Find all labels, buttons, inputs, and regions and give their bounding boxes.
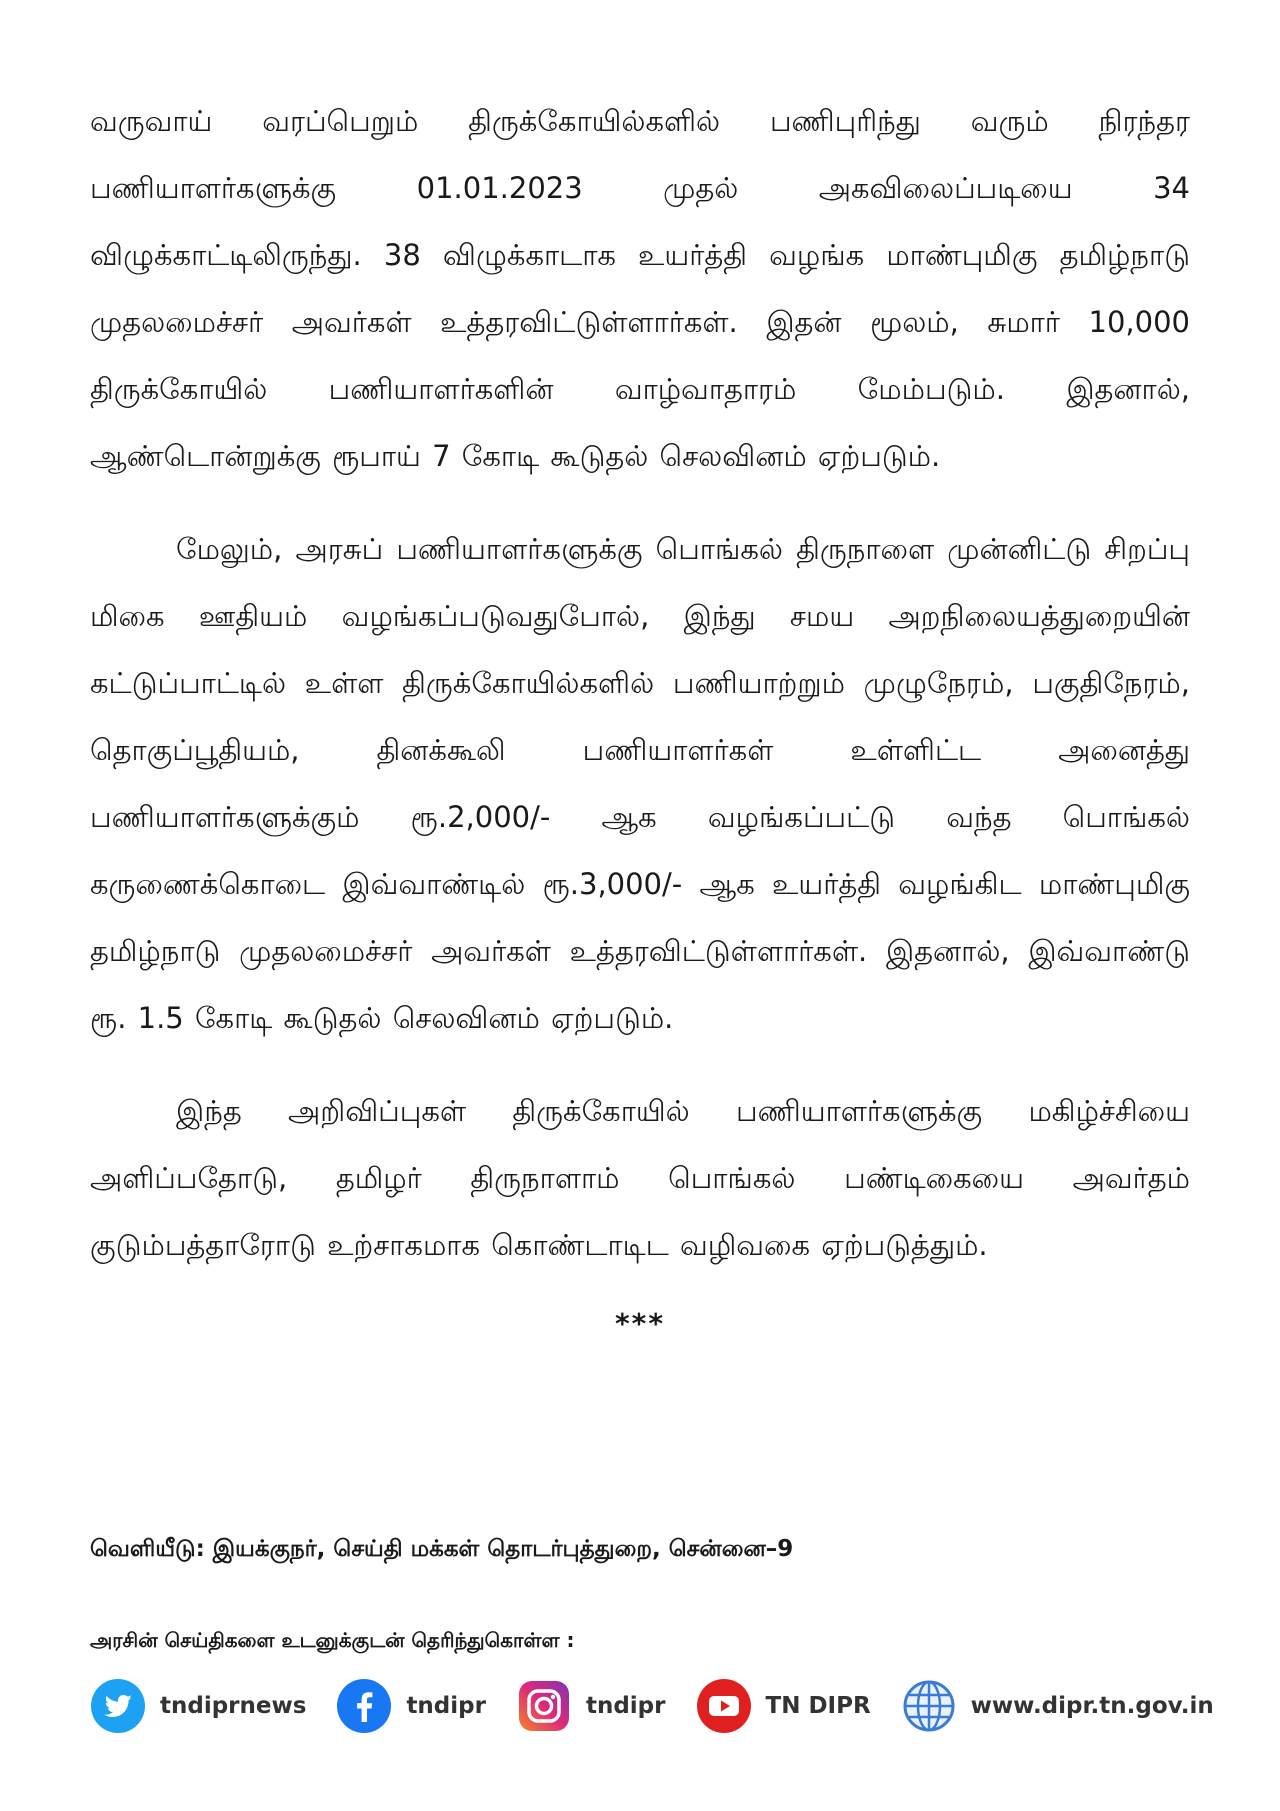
facebook-icon <box>336 1678 392 1734</box>
youtube-icon <box>696 1678 752 1734</box>
social-twitter[interactable] <box>90 1678 306 1734</box>
instagram-icon <box>516 1678 572 1734</box>
paragraph-da-hike: வருவாய் வரப்பெறும் திருக்கோயில்களில் பணிபுரிந்து வரும் நிரந்தர பணியாளர்களுக்கு 01.01.2023 முதல் அகவிலைப்படியை 34 விழுக்காட்டிலிருந்து. 38 விழுக்காடாக உயர்த்தி வழங்க மாண்புமிகு தமிழ்நாடு முதலமைச்சர் அவர்கள் உத்தரவிட்டுள்ளார்கள். இதன் மூலம், சுமார் 10,000 திருக்கோயில் பணியாளர்களின் வாழ்வாதாரம் மேம்படும். இதனால், ஆண்டொன்றுக்கு ரூபாய் 7 கோடி கூடுதல் செலவினம் ஏற்படும். <box>90 104 1190 473</box>
social-facebook[interactable] <box>336 1678 486 1734</box>
social-instagram[interactable] <box>516 1678 666 1734</box>
social-youtube[interactable] <box>696 1678 871 1734</box>
social-links <box>90 1678 1214 1734</box>
separator-stars: *** <box>615 1307 665 1340</box>
release-line: வெளியீடு: இயக்குநர், செய்தி மக்கள் தொடர்புத்துறை, சென்னை–9 <box>90 1536 794 1562</box>
follow-line: அரசின் செய்திகளை உடனுக்குடன் தெரிந்துகொள்ள : <box>90 1628 575 1652</box>
document-body <box>90 88 1190 1340</box>
social-website[interactable] <box>901 1678 1214 1734</box>
website-url: www.dipr.tn.gov.in <box>970 1693 1214 1719</box>
youtube-handle: TN DIPR <box>765 1693 871 1719</box>
twitter-handle: tndiprnews <box>160 1693 307 1719</box>
facebook-handle: tndipr <box>406 1693 486 1719</box>
globe-icon <box>901 1678 957 1734</box>
instagram-handle: tndipr <box>585 1693 666 1719</box>
paragraph-pongal-bonus: மேலும், அரசுப் பணியாளர்களுக்கு பொங்கல் திருநாளை முன்னிட்டு சிறப்பு மிகை ஊதியம் வழங்கப்படுவதுபோல், இந்து சமய அறநிலையத்துறையின் கட்டுப்பாட்டில் உள்ள திருக்கோயில்களில் பணியாற்றும் முழுநேரம், பகுதிநேரம், தொகுப்பூதியம், தினக்கூலி பணியாளர்கள் உள்ளிட்ட அனைத்து பணியாளர்களுக்கும் ரூ.2,000/- ஆக வழங்கப்பட்டு வந்த பொங்கல் கருணைக்கொடை இவ்வாண்டில் ரூ.3,000/- ஆக உயர்த்தி வழங்கிட மாண்புமிகு தமிழ்நாடு முதலமைச்சர் அவர்கள் உத்தரவிட்டுள்ளார்கள். இதனால், இவ்வாண்டு ரூ. 1.5 கோடி கூடுதல் செலவினம் ஏற்படும். <box>90 532 1190 1035</box>
paragraph-conclusion: இந்த அறிவிப்புகள் திருக்கோயில் பணியாளர்களுக்கு மகிழ்ச்சியை அளிப்பதோடு, தமிழர் திருநாளாம் பொங்கல் பண்டிகையை அவர்தம் குடும்பத்தாரோடு உற்சாகமாக கொண்டாடிட வழிவகை ஏற்படுத்தும். <box>90 1094 1190 1262</box>
twitter-icon <box>90 1678 146 1734</box>
